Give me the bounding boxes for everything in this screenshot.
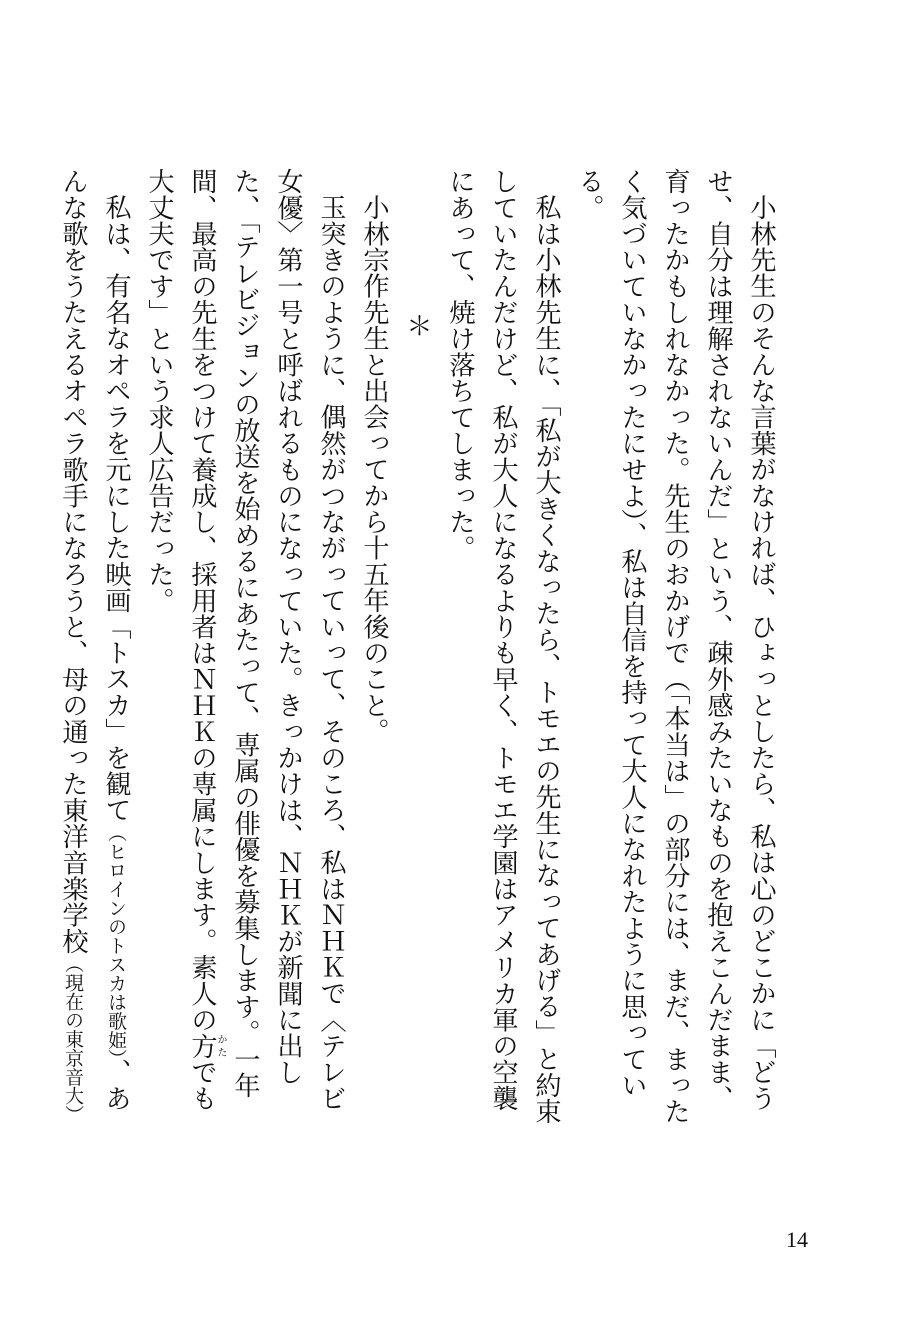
paragraph-opera	[51, 168, 137, 1128]
paragraph-tv-actress	[137, 168, 352, 1128]
paragraph-promise: 私は小林先生に、「私が大きくなったら、トモエの先生になってあげる」と約束していたんだけど、私が大人になるよりも早く、トモエ学園はアメリカ軍の空襲にあって、焼け落ちてしまった。	[445, 168, 561, 1125]
paragraph-opera-part-a: 私は、有名なオペラを元にした映画「トスカ」を観て	[101, 194, 131, 823]
paragraph-opera-part-b: 、あんな歌をうたえるオペラ歌手になろうと、母の通った東洋音楽学校	[58, 168, 131, 1112]
ruby-kata	[187, 1032, 227, 1059]
ruby-base: 方	[187, 1032, 217, 1059]
paragraph-tv-actress-part-b: でも大丈夫です」という求人広告だった。	[144, 168, 217, 1112]
paragraph-fifteen-years: 小林宗作先生と出会ってから十五年後のこと。	[359, 194, 389, 745]
ruby-reading: かた	[215, 1032, 227, 1059]
paragraph-kobayashi-words: 小林先生のそんな言葉がなければ、ひょっとしたら、私は心のどこかに「どうせ、自分は理解されないんだ」という、疎外感みたいなものを抱えこんだまま、育ったかもしれなかった。先生のおかげで（「本当は」の部分には、まだ、まったく気づいていなかったにせよ）、私は自信を持って大人になれたように思っている。	[574, 168, 776, 1125]
section-separator: ＊	[402, 312, 432, 339]
paragraph-tv-actress-part-a: 玉突きのように、偶然がつながっていって、そのころ、私はＮＨＫで〈テレビ女優〉第一号と呼ばれるものになっていた。きっかけは、ＮＨＫが新聞に出した、「テレビジョンの放送を始めるにあたって、専属の俳優を募集します。一年間、最高の先生をつけて養成し、採用者はＮＨＫの専属にします。素人の	[187, 168, 346, 1112]
paragraph-opera-note: （ヒロインのトスカは歌姫）	[105, 823, 127, 1059]
vertical-text-body	[58, 168, 782, 1128]
paragraph-opera-note-2: （現在の東京音大）	[62, 954, 84, 1124]
page-number: 14	[786, 1227, 808, 1252]
